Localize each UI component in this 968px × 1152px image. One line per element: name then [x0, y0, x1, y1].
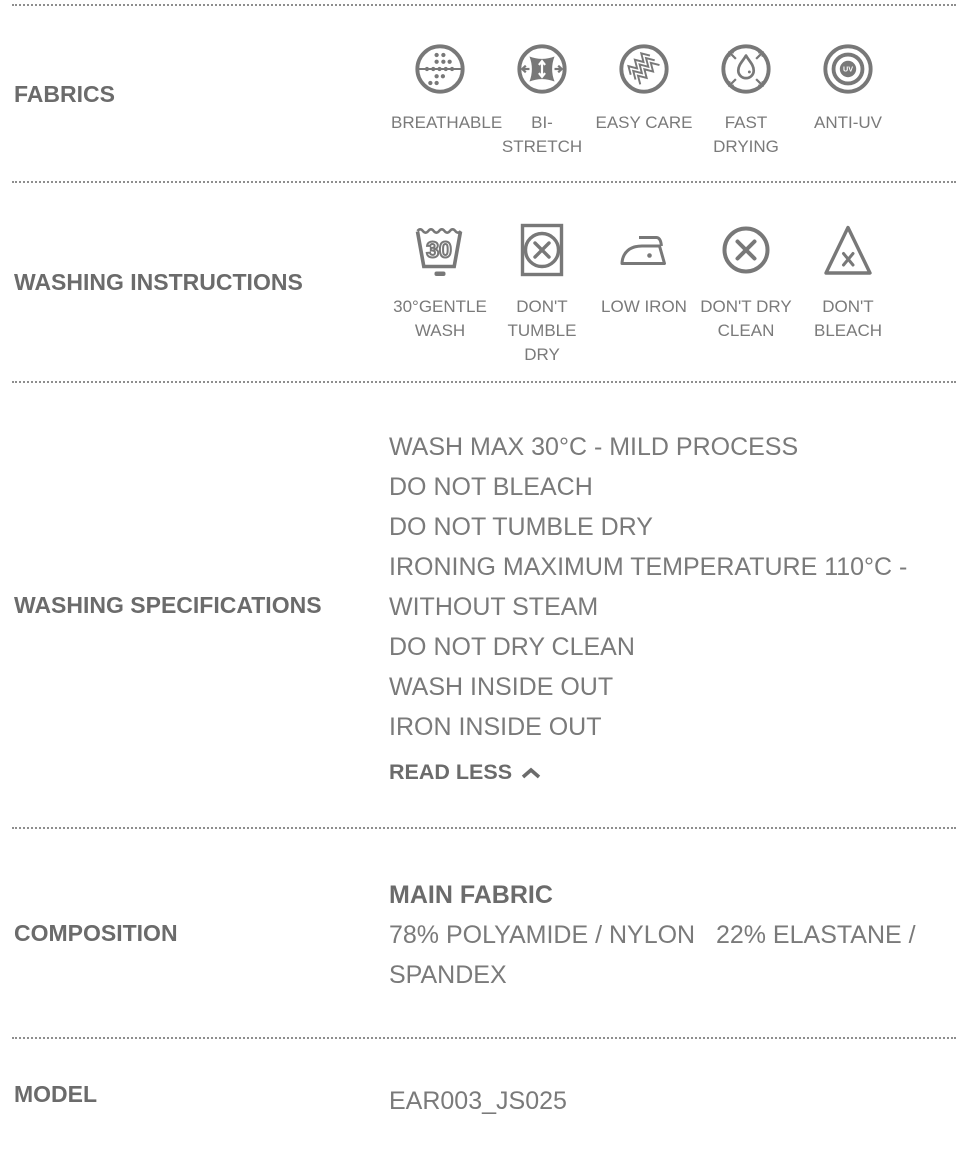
- washing-specifications-content: [375, 383, 968, 827]
- spec-line: DO NOT DRY CLEAN: [389, 633, 635, 661]
- wash-caption: LOW IRON: [601, 297, 687, 316]
- dont-bleach-icon: [820, 220, 876, 280]
- fabrics-label-cell: [0, 6, 375, 181]
- washing-instructions-section-label: WASHING INSTRUCTIONS: [14, 269, 303, 295]
- low-iron-icon: [616, 220, 672, 280]
- fast-drying-icon: [719, 42, 773, 96]
- fabrics-content: [375, 6, 968, 181]
- model-section-label: MODEL: [14, 1081, 98, 1107]
- model-value: EAR003_JS025: [389, 1087, 567, 1115]
- washing-instructions-label-cell: [0, 183, 375, 381]
- dont-dry-clean-icon: [718, 220, 774, 280]
- breathable-icon: [413, 42, 467, 96]
- wash-item-dont-tumble-dry: [491, 220, 593, 367]
- fabrics-icon-strip: [389, 42, 952, 159]
- washing-icon-strip: [389, 220, 952, 367]
- washing-instructions-section: [0, 183, 968, 381]
- dont-tumble-dry-icon: [514, 220, 570, 280]
- wash-caption: 30°GENTLE WASH: [393, 297, 487, 340]
- fabric-caption: FAST DRYING: [713, 113, 779, 156]
- fabric-caption: EASY CARE: [595, 113, 693, 132]
- composition-label-cell: [0, 829, 375, 1037]
- model-label-cell: [0, 1039, 375, 1149]
- fabrics-section-label: FABRICS: [14, 80, 115, 107]
- spec-line: WASH MAX 30°C - MILD PROCESS: [389, 433, 799, 461]
- wash-item-dont-bleach: [797, 220, 899, 367]
- fabric-caption: BREATHABLE: [391, 113, 503, 132]
- composition-section: [0, 829, 968, 1037]
- fabric-item-bi-stretch: [491, 42, 593, 159]
- fabric-item-fast-drying: [695, 42, 797, 159]
- spec-line: DO NOT BLEACH: [389, 473, 593, 501]
- chevron-up-icon: [521, 767, 541, 779]
- uv-badge-text: UV: [842, 64, 854, 74]
- fabric-caption: ANTI-UV: [814, 113, 882, 132]
- easy-care-icon: [617, 42, 671, 96]
- bi-stretch-icon: [515, 42, 569, 96]
- wash-caption: DON'T TUMBLE DRY: [507, 297, 577, 364]
- main-fabric-title: MAIN FABRIC: [389, 881, 553, 909]
- composition-value: 78% POLYAMIDE / NYLON 22% ELASTANE / SPANDEX: [389, 921, 923, 989]
- wash-caption: DON'T BLEACH: [813, 297, 883, 340]
- model-content: [375, 1039, 968, 1149]
- washing-instructions-content: [375, 183, 968, 381]
- read-less-button[interactable]: [389, 760, 541, 785]
- fabric-caption: BI-STRETCH: [501, 113, 583, 156]
- washing-specifications-section: [0, 383, 968, 827]
- composition-section-label: COMPOSITION: [14, 920, 178, 946]
- spec-line: IRON INSIDE OUT: [389, 713, 602, 741]
- wash-item-gentle-wash-30: [389, 220, 491, 367]
- washing-specifications-section-label: WASHING SPECIFICATIONS: [14, 592, 322, 618]
- model-section: [0, 1039, 968, 1149]
- wash-caption: DON'T DRY CLEAN: [700, 297, 792, 340]
- gentle-wash-30-icon: [412, 220, 468, 280]
- fabrics-section: [0, 6, 968, 181]
- fabric-item-breathable: [389, 42, 503, 159]
- read-less-label: READ LESS: [389, 760, 513, 784]
- wash-item-dont-dry-clean: [695, 220, 797, 367]
- spec-line: WASH INSIDE OUT: [389, 673, 614, 701]
- fabric-item-easy-care: [593, 42, 695, 159]
- fabric-item-anti-uv: [797, 42, 899, 159]
- wash-item-low-iron: [593, 220, 695, 367]
- anti-uv-icon: [821, 42, 875, 96]
- wash-temperature-text: 30: [426, 236, 452, 263]
- composition-content: [375, 829, 968, 1037]
- washing-specifications-label-cell: [0, 383, 375, 827]
- spec-line: DO NOT TUMBLE DRY: [389, 513, 653, 541]
- spec-line: IRONING MAXIMUM TEMPERATURE 110°C - WITHOUT STEAM: [389, 553, 908, 621]
